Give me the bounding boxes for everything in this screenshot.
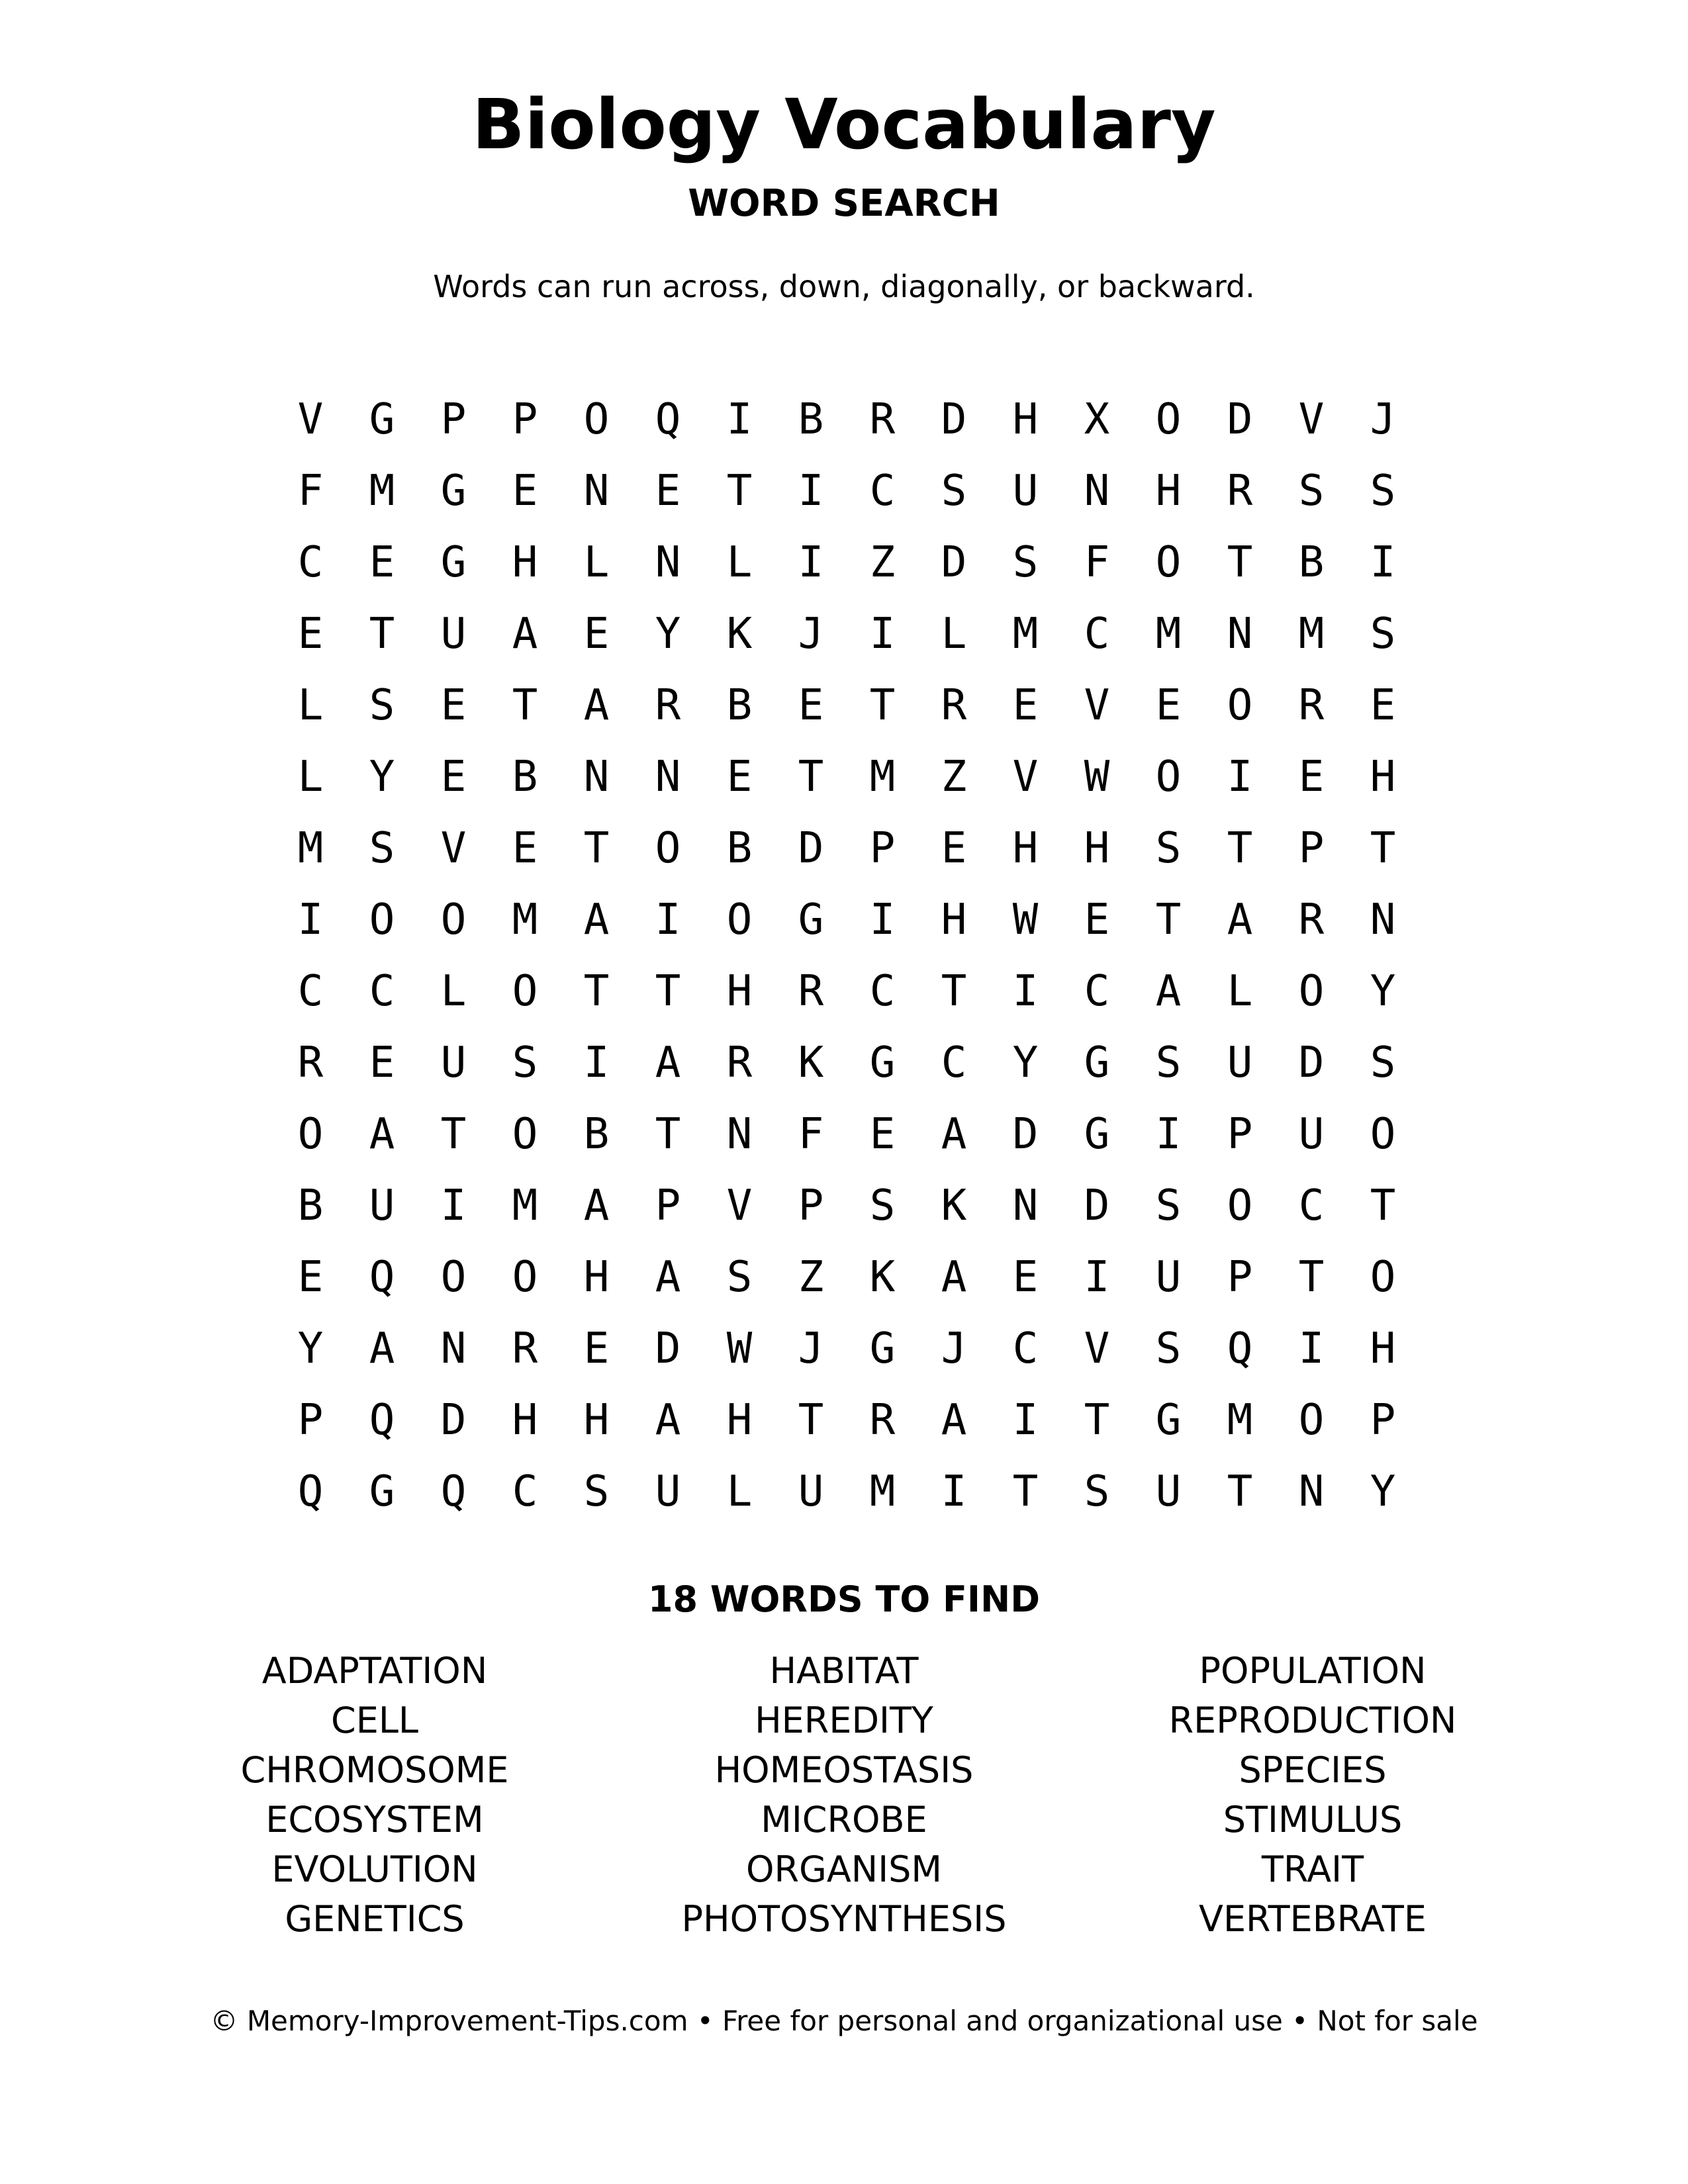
grid-letter: H (1370, 752, 1396, 801)
grid-letter: L (726, 1467, 753, 1516)
grid-letter: H (726, 1396, 753, 1445)
grid-letter: R (297, 1038, 324, 1087)
word-list-item: EVOLUTION (271, 1848, 478, 1890)
grid-row (275, 1099, 1419, 1170)
grid-letter: N (440, 1324, 467, 1373)
grid-letter: L (297, 752, 324, 801)
grid-letter: P (869, 824, 896, 873)
grid-letter: O (1155, 538, 1182, 587)
grid-row (275, 1456, 1419, 1527)
grid-letter: A (369, 1110, 395, 1159)
grid-letter: N (1298, 1467, 1325, 1516)
grid-letter: I (655, 895, 681, 944)
grid-letter: I (1084, 1253, 1110, 1302)
grid-letter: D (1012, 1110, 1039, 1159)
word-list-item: CELL (331, 1700, 418, 1741)
grid-letter: S (1155, 1324, 1182, 1373)
grid-letter: T (655, 1110, 681, 1159)
grid-letter: R (512, 1324, 538, 1373)
grid-letter: N (1370, 895, 1396, 944)
grid-letter: Q (369, 1396, 395, 1445)
grid-letter: E (941, 824, 967, 873)
grid-letter: U (1298, 1110, 1325, 1159)
grid-letter: J (798, 1324, 824, 1373)
grid-letter: N (583, 467, 610, 516)
grid-letter: N (726, 1110, 753, 1159)
grid-letter: E (1155, 681, 1182, 730)
grid-letter: M (297, 824, 324, 873)
word-list-column-2 (592, 1646, 1096, 1944)
grid-letter: O (440, 1253, 467, 1302)
grid-letter: X (1084, 395, 1110, 444)
grid-letter: K (798, 1038, 824, 1087)
grid-letter: H (1012, 395, 1039, 444)
grid-letter: O (655, 824, 681, 873)
grid-letter: T (583, 824, 610, 873)
grid-letter: P (655, 1181, 681, 1230)
grid-letter: U (369, 1181, 395, 1230)
grid-letter: E (1012, 1253, 1039, 1302)
grid-row (275, 527, 1419, 598)
grid-letter: L (1227, 967, 1253, 1016)
grid-letter: O (1298, 1396, 1325, 1445)
grid-letter: R (869, 1396, 896, 1445)
word-list-column-1 (123, 1646, 626, 1944)
grid-letter: O (440, 895, 467, 944)
grid-letter: A (1155, 967, 1182, 1016)
grid-letter: G (440, 538, 467, 587)
grid-letter: I (1298, 1324, 1325, 1373)
grid-letter: D (440, 1396, 467, 1445)
grid-letter: G (1084, 1038, 1110, 1087)
word-list-item: VERTEBRATE (1199, 1898, 1427, 1940)
grid-letter: I (869, 610, 896, 659)
grid-row (275, 598, 1419, 670)
grid-letter: H (1084, 824, 1110, 873)
grid-letter: D (1298, 1038, 1325, 1087)
grid-letter: R (798, 967, 824, 1016)
grid-letter: A (941, 1110, 967, 1159)
word-list-item: ADAPTATION (261, 1650, 488, 1692)
grid-letter: C (869, 467, 896, 516)
grid-letter: N (1084, 467, 1110, 516)
grid-letter: G (798, 895, 824, 944)
grid-letter: E (512, 824, 538, 873)
grid-letter: R (941, 681, 967, 730)
grid-letter: G (1155, 1396, 1182, 1445)
grid-letter: M (512, 895, 538, 944)
grid-letter: I (1227, 752, 1253, 801)
grid-letter: F (297, 467, 324, 516)
grid-letter: M (869, 1467, 896, 1516)
grid-letter: T (440, 1110, 467, 1159)
grid-letter: S (369, 681, 395, 730)
grid-letter: S (369, 824, 395, 873)
grid-letter: L (440, 967, 467, 1016)
grid-letter: A (369, 1324, 395, 1373)
grid-letter: T (869, 681, 896, 730)
grid-letter: T (941, 967, 967, 1016)
grid-letter: O (512, 967, 538, 1016)
grid-letter: A (655, 1253, 681, 1302)
grid-letter: R (726, 1038, 753, 1087)
grid-row (275, 455, 1419, 527)
grid-letter: Y (1012, 1038, 1039, 1087)
grid-letter: M (1227, 1396, 1253, 1445)
grid-letter: C (941, 1038, 967, 1087)
grid-letter: H (583, 1396, 610, 1445)
grid-letter: N (655, 538, 681, 587)
grid-letter: P (1227, 1110, 1253, 1159)
grid-letter: B (1298, 538, 1325, 587)
grid-letter: T (798, 1396, 824, 1445)
grid-row (275, 813, 1419, 884)
grid-letter: T (798, 752, 824, 801)
grid-letter: I (798, 538, 824, 587)
grid-letter: Z (941, 752, 967, 801)
grid-letter: T (1298, 1253, 1325, 1302)
grid-letter: S (1370, 610, 1396, 659)
grid-letter: F (798, 1110, 824, 1159)
grid-letter: L (297, 681, 324, 730)
grid-letter: A (941, 1396, 967, 1445)
grid-letter: J (941, 1324, 967, 1373)
grid-letter: J (798, 610, 824, 659)
grid-letter: U (1155, 1467, 1182, 1516)
grid-row (275, 1027, 1419, 1099)
grid-row (275, 1385, 1419, 1456)
grid-letter: V (1084, 1324, 1110, 1373)
grid-letter: Q (1227, 1324, 1253, 1373)
grid-letter: O (512, 1253, 538, 1302)
grid-letter: K (726, 610, 753, 659)
grid-letter: O (726, 895, 753, 944)
grid-letter: V (1012, 752, 1039, 801)
grid-letter: V (726, 1181, 753, 1230)
grid-letter: U (1155, 1253, 1182, 1302)
grid-letter: S (1370, 1038, 1396, 1087)
grid-letter: G (869, 1038, 896, 1087)
grid-letter: E (369, 1038, 395, 1087)
grid-letter: Z (798, 1253, 824, 1302)
grid-letter: I (941, 1467, 967, 1516)
grid-letter: K (869, 1253, 896, 1302)
grid-letter: A (583, 1181, 610, 1230)
grid-letter: M (512, 1181, 538, 1230)
grid-letter: W (726, 1324, 753, 1373)
footer-copyright: © Memory-Improvement-Tips.com • Free for personal and organizational use • Not for sale (210, 2005, 1478, 2037)
grid-letter: U (655, 1467, 681, 1516)
grid-letter: S (1012, 538, 1039, 587)
grid-letter: V (440, 824, 467, 873)
grid-letter: I (869, 895, 896, 944)
grid-letter: I (583, 1038, 610, 1087)
grid-letter: A (655, 1396, 681, 1445)
grid-letter: S (869, 1181, 896, 1230)
grid-letter: S (583, 1467, 610, 1516)
grid-letter: M (1155, 610, 1182, 659)
grid-letter: I (1012, 967, 1039, 1016)
grid-letter: B (726, 681, 753, 730)
grid-letter: J (1370, 395, 1396, 444)
grid-letter: A (655, 1038, 681, 1087)
grid-row (275, 956, 1419, 1027)
grid-letter: I (798, 467, 824, 516)
grid-letter: H (1012, 824, 1039, 873)
grid-row (275, 884, 1419, 956)
grid-letter: A (1227, 895, 1253, 944)
grid-letter: D (941, 395, 967, 444)
grid-letter: S (512, 1038, 538, 1087)
grid-letter: S (726, 1253, 753, 1302)
grid-letter: D (941, 538, 967, 587)
grid-letter: F (1084, 538, 1110, 587)
grid-letter: L (583, 538, 610, 587)
grid-letter: O (1227, 1181, 1253, 1230)
grid-letter: R (655, 681, 681, 730)
grid-row (275, 741, 1419, 813)
grid-letter: R (1298, 895, 1325, 944)
grid-letter: Y (1370, 1467, 1396, 1516)
grid-row (275, 1313, 1419, 1385)
grid-letter: S (1155, 824, 1182, 873)
grid-letter: C (1084, 967, 1110, 1016)
grid-letter: U (798, 1467, 824, 1516)
grid-letter: O (1155, 752, 1182, 801)
grid-letter: H (1155, 467, 1182, 516)
grid-letter: O (1155, 395, 1182, 444)
grid-letter: G (1084, 1110, 1110, 1159)
grid-letter: V (1298, 395, 1325, 444)
grid-letter: H (512, 538, 538, 587)
grid-letter: Y (655, 610, 681, 659)
grid-letter: E (798, 681, 824, 730)
grid-letter: H (941, 895, 967, 944)
grid-row (275, 1170, 1419, 1242)
grid-letter: C (1012, 1324, 1039, 1373)
grid-letter: T (1155, 895, 1182, 944)
grid-letter: I (297, 895, 324, 944)
word-list-item: POPULATION (1199, 1650, 1427, 1692)
grid-letter: C (297, 967, 324, 1016)
grid-letter: E (297, 1253, 324, 1302)
grid-letter: C (1298, 1181, 1325, 1230)
grid-letter: M (869, 752, 896, 801)
grid-letter: Y (369, 752, 395, 801)
grid-letter: Q (655, 395, 681, 444)
grid-letter: A (512, 610, 538, 659)
grid-letter: Z (869, 538, 896, 587)
grid-letter: T (1012, 1467, 1039, 1516)
grid-letter: I (1370, 538, 1396, 587)
grid-letter: D (798, 824, 824, 873)
grid-letter: A (583, 681, 610, 730)
grid-letter: N (1012, 1181, 1039, 1230)
grid-letter: L (726, 538, 753, 587)
grid-letter: E (440, 752, 467, 801)
grid-letter: C (512, 1467, 538, 1516)
grid-letter: T (1227, 1467, 1253, 1516)
grid-row (275, 384, 1419, 455)
word-list-item: STIMULUS (1223, 1799, 1403, 1841)
grid-letter: T (1370, 824, 1396, 873)
word-list-item: ECOSYSTEM (265, 1799, 484, 1841)
grid-letter: P (1370, 1396, 1396, 1445)
grid-letter: T (583, 967, 610, 1016)
grid-letter: P (440, 395, 467, 444)
grid-letter: C (1084, 610, 1110, 659)
grid-letter: I (440, 1181, 467, 1230)
grid-letter: B (512, 752, 538, 801)
grid-row (275, 670, 1419, 741)
word-list-item: TRAIT (1261, 1848, 1364, 1890)
grid-letter: P (1298, 824, 1325, 873)
grid-letter: G (440, 467, 467, 516)
grid-letter: V (297, 395, 324, 444)
grid-letter: T (1084, 1396, 1110, 1445)
page-subtitle: WORD SEARCH (688, 182, 1000, 225)
grid-letter: S (1155, 1038, 1182, 1087)
grid-letter: R (1227, 467, 1253, 516)
grid-letter: O (583, 395, 610, 444)
grid-letter: A (583, 895, 610, 944)
word-list-item: HABITAT (769, 1650, 919, 1692)
grid-letter: T (512, 681, 538, 730)
grid-letter: B (798, 395, 824, 444)
word-list-item: MICROBE (761, 1799, 927, 1841)
grid-letter: C (869, 967, 896, 1016)
word-list-column-3 (1061, 1646, 1564, 1944)
grid-letter: S (1298, 467, 1325, 516)
grid-letter: G (369, 395, 395, 444)
grid-letter: S (1155, 1181, 1182, 1230)
grid-letter: O (1227, 681, 1253, 730)
grid-letter: M (1298, 610, 1325, 659)
grid-letter: B (726, 824, 753, 873)
grid-letter: G (869, 1324, 896, 1373)
grid-letter: E (512, 467, 538, 516)
grid-letter: D (655, 1324, 681, 1373)
grid-letter: P (1227, 1253, 1253, 1302)
grid-letter: P (798, 1181, 824, 1230)
grid-letter: H (512, 1396, 538, 1445)
grid-letter: O (512, 1110, 538, 1159)
grid-letter: O (1370, 1253, 1396, 1302)
grid-letter: Q (369, 1253, 395, 1302)
grid-row (275, 1242, 1419, 1313)
grid-letter: E (869, 1110, 896, 1159)
grid-letter: Q (440, 1467, 467, 1516)
grid-letter: H (583, 1253, 610, 1302)
grid-letter: A (941, 1253, 967, 1302)
word-list-item: HEREDITY (755, 1700, 933, 1741)
instructions-text: Words can run across, down, diagonally, or backward. (433, 269, 1255, 304)
grid-letter: O (369, 895, 395, 944)
grid-letter: H (1370, 1324, 1396, 1373)
word-list-item: REPRODUCTION (1168, 1700, 1457, 1741)
grid-letter: W (1012, 895, 1039, 944)
grid-letter: N (583, 752, 610, 801)
grid-letter: S (1370, 467, 1396, 516)
grid-letter: E (440, 681, 467, 730)
grid-letter: E (1298, 752, 1325, 801)
letter-grid (275, 384, 1419, 1527)
grid-letter: H (726, 967, 753, 1016)
grid-letter: E (583, 1324, 610, 1373)
grid-letter: T (726, 467, 753, 516)
grid-letter: V (1084, 681, 1110, 730)
grid-letter: E (1084, 895, 1110, 944)
grid-letter: R (1298, 681, 1325, 730)
grid-letter: I (1155, 1110, 1182, 1159)
grid-letter: I (1012, 1396, 1039, 1445)
grid-letter: K (941, 1181, 967, 1230)
grid-letter: C (297, 538, 324, 587)
grid-letter: N (655, 752, 681, 801)
words-heading: 18 WORDS TO FIND (647, 1578, 1041, 1620)
grid-letter: E (1370, 681, 1396, 730)
grid-letter: S (941, 467, 967, 516)
grid-letter: O (1370, 1110, 1396, 1159)
word-list-item: HOMEOSTASIS (714, 1749, 974, 1791)
grid-letter: P (512, 395, 538, 444)
grid-letter: D (1084, 1181, 1110, 1230)
grid-letter: T (1227, 538, 1253, 587)
grid-letter: L (941, 610, 967, 659)
grid-letter: E (297, 610, 324, 659)
grid-letter: N (1227, 610, 1253, 659)
grid-letter: U (1012, 467, 1039, 516)
grid-letter: T (369, 610, 395, 659)
grid-letter: U (1227, 1038, 1253, 1087)
grid-letter: T (1227, 824, 1253, 873)
grid-letter: U (440, 610, 467, 659)
word-list-item: GENETICS (285, 1898, 465, 1940)
grid-letter: D (1227, 395, 1253, 444)
grid-letter: P (297, 1396, 324, 1445)
page-title: Biology Vocabulary (472, 84, 1216, 165)
grid-letter: E (1012, 681, 1039, 730)
grid-letter: E (655, 467, 681, 516)
grid-letter: Y (297, 1324, 324, 1373)
grid-letter: Y (1370, 967, 1396, 1016)
grid-letter: S (1084, 1467, 1110, 1516)
grid-letter: M (1012, 610, 1039, 659)
grid-letter: B (583, 1110, 610, 1159)
grid-letter: E (369, 538, 395, 587)
grid-letter: M (369, 467, 395, 516)
word-list-item: CHROMOSOME (240, 1749, 509, 1791)
grid-letter: O (1298, 967, 1325, 1016)
grid-letter: G (369, 1467, 395, 1516)
grid-letter: C (369, 967, 395, 1016)
grid-letter: T (655, 967, 681, 1016)
grid-letter: W (1084, 752, 1110, 801)
grid-letter: E (726, 752, 753, 801)
grid-letter: I (726, 395, 753, 444)
word-list-item: PHOTOSYNTHESIS (681, 1898, 1007, 1940)
grid-letter: E (583, 610, 610, 659)
grid-letter: B (297, 1181, 324, 1230)
grid-letter: T (1370, 1181, 1396, 1230)
grid-letter: O (297, 1110, 324, 1159)
grid-letter: R (869, 395, 896, 444)
word-list-item: SPECIES (1239, 1749, 1387, 1791)
word-list-item: ORGANISM (746, 1848, 942, 1890)
grid-letter: Q (297, 1467, 324, 1516)
grid-letter: U (440, 1038, 467, 1087)
